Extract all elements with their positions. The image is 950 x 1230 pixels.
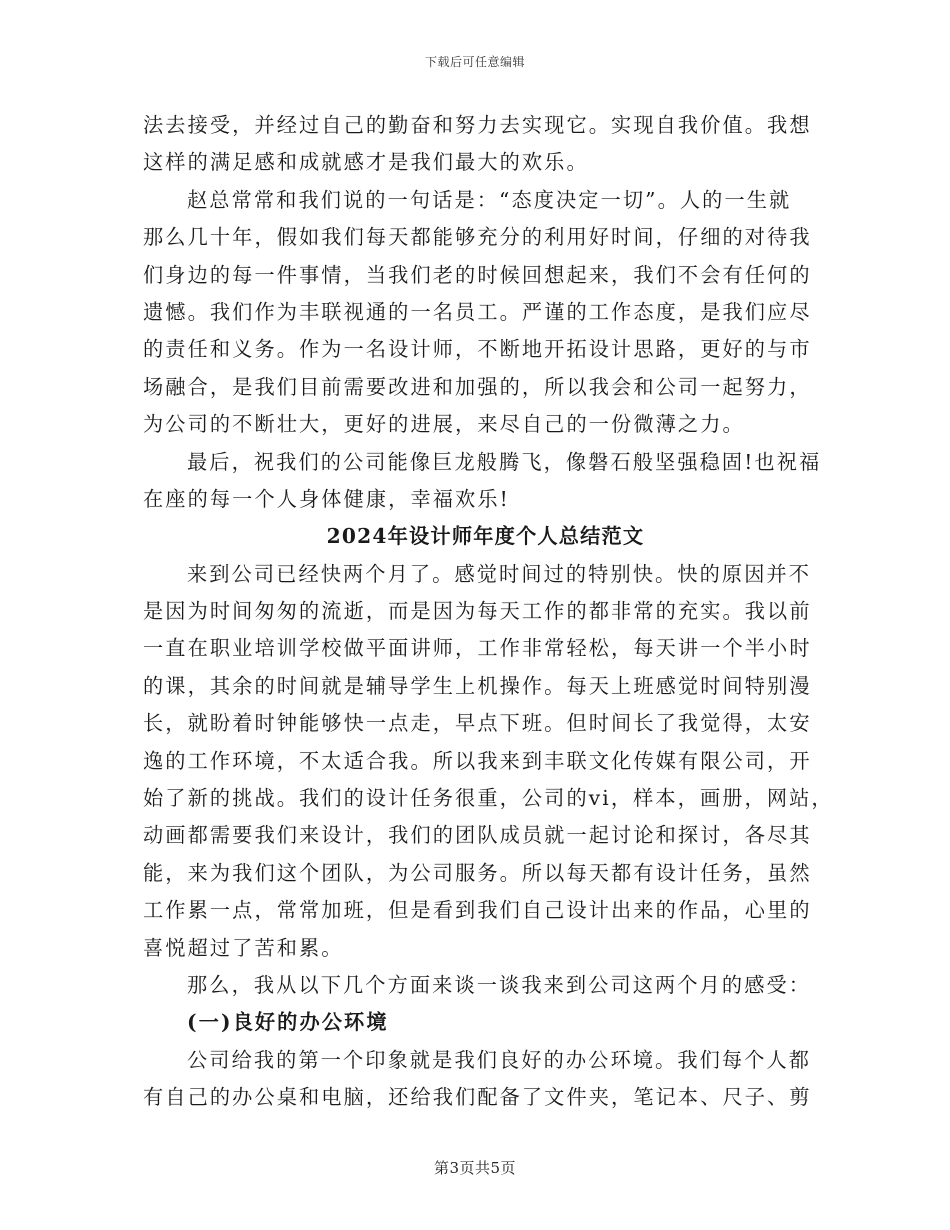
text-line: 是因为时间匆匆的流逝，而是因为每天工作的都非常的充实。我以前 xyxy=(143,599,812,624)
text-line: 的责任和义务。作为一名设计师，不断地开拓设计思路，更好的与市 xyxy=(143,337,812,362)
text-line: 一直在职业培训学校做平面讲师，工作非常轻松，每天讲一个半小时 xyxy=(143,636,812,661)
text-line: 能，来为我们这个团队，为公司服务。所以每天都有设计任务，虽然 xyxy=(143,860,812,885)
text-line: 来到公司已经快两个月了。感觉时间过的特别快。快的原因并不 xyxy=(187,561,812,586)
subheading: (一)良好的办公环境 xyxy=(187,1010,389,1035)
text-line: 们身边的每一件事情，当我们老的时候回想起来，我们不会有任何的 xyxy=(143,262,812,287)
text-line: 动画都需要我们来设计，我们的团队成员就一起讨论和探讨，各尽其 xyxy=(143,823,812,848)
text-line: 那么，我从以下几个方面来谈一谈我来到公司这两个月的感受： xyxy=(187,972,812,997)
text-line: 遗憾。我们作为丰联视通的一名员工。严谨的工作态度，是我们应尽 xyxy=(143,299,812,324)
text-line: 逸的工作环境，不太适合我。所以我来到丰联文化传媒有限公司，开 xyxy=(143,748,812,773)
text-line: 这样的满足感和成就感才是我们最大的欢乐。 xyxy=(143,150,589,175)
text-line: 那么几十年，假如我们每天都能够充分的利用好时间，仔细的对待我 xyxy=(143,225,812,250)
text-line: 有自己的办公桌和电脑，还给我们配备了文件夹，笔记本、尺子、剪 xyxy=(143,1085,812,1110)
text-line: 为公司的不断壮大，更好的进展，来尽自己的一份微薄之力。 xyxy=(143,412,745,437)
text-line: 最后，祝我们的公司能像巨龙般腾飞，像磐石般坚强稳固!也祝福 xyxy=(187,449,822,474)
document-body xyxy=(143,107,834,1117)
page-header: 下载后可任意编辑 xyxy=(424,55,525,69)
text-line: 赵总常常和我们说的一句话是：“态度决定一切”。人的一生就 xyxy=(187,187,792,212)
text-line: 法去接受，并经过自己的勤奋和努力去实现它。实现自我价值。我想 xyxy=(143,113,812,137)
text-line: 始了新的挑战。我们的设计任务很重，公司的vi，样本，画册，网站， xyxy=(143,786,834,811)
text-line: 喜悦超过了苦和累。 xyxy=(143,935,344,960)
text-line: 长，就盼着时钟能够快一点走，早点下班。但时间长了我觉得，太安 xyxy=(143,711,812,736)
section-title: 2024年设计师年度个人总结范文 xyxy=(326,524,645,549)
text-line: 场融合，是我们目前需要改进和加强的，所以我会和公司一起努力， xyxy=(143,374,812,399)
text-line: 的课，其余的时间就是辅导学生上机操作。每天上班感觉时间特别漫 xyxy=(143,673,812,698)
text-line: 工作累一点，常常加班，但是看到我们自己设计出来的作品，心里的 xyxy=(143,898,812,923)
text-line: 在座的每一个人身体健康，幸福欢乐! xyxy=(143,486,510,511)
page-footer: 第3页共5页 xyxy=(433,1159,517,1177)
text-line: 公司给我的第一个印象就是我们良好的办公环境。我们每个人都 xyxy=(187,1047,812,1072)
